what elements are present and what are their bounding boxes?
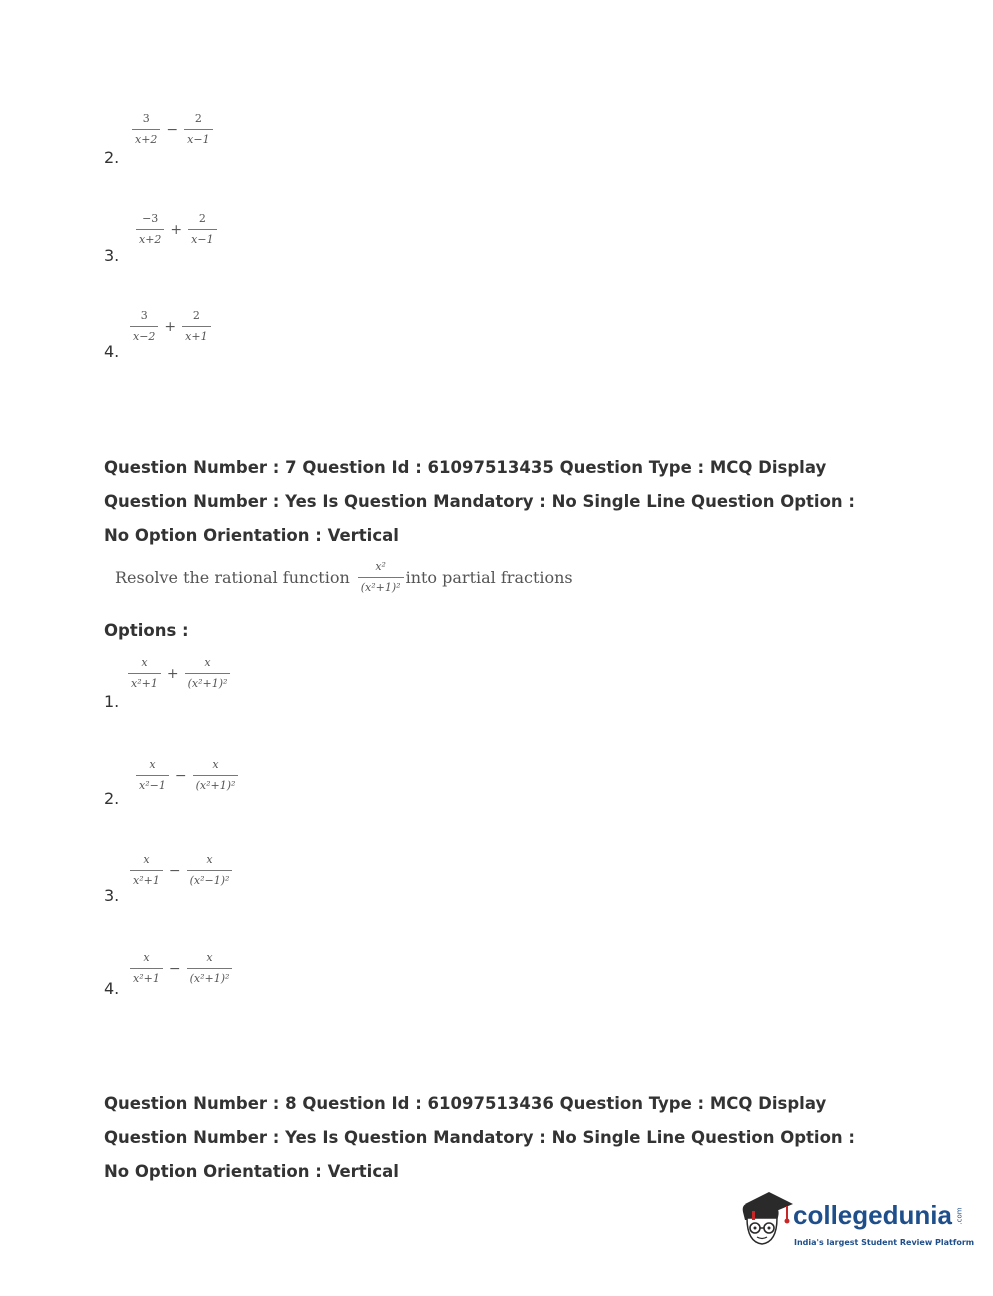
question-text-before: Resolve the rational function — [115, 568, 350, 587]
option-formula: $\frac{x}{\text{x²+1}}$ + $\frac{x}{\text{(x²+1)²}}$ — [124, 656, 234, 691]
option-formula: $\frac{-3}{x+2}$ + $\frac{2}{x-1}$ — [132, 212, 221, 247]
option-number: 2. — [104, 148, 120, 167]
question-text-after: into partial fractions — [405, 568, 573, 587]
options-label: Options : — [104, 621, 189, 640]
option-number: 2. — [104, 789, 120, 808]
logo-domain: .com — [955, 1207, 964, 1225]
option-number: 3. — [104, 886, 120, 905]
option-number: 4. — [104, 342, 120, 361]
logo-wordmark: collegedunia — [793, 1200, 952, 1230]
option-formula: $\frac{3}{x-2}$ + $\frac{2}{x+1}$ — [126, 309, 215, 344]
option-number: 3. — [104, 246, 120, 265]
question-8-header: Question Number : 8 Question Id : 61097513436 Question Type : MCQ Display Question Number : Yes Is Question Mandatory : No Single Line Question Option : No Option Orientation : Vertical — [104, 1094, 856, 1181]
option-formula: $\frac{3}{x+2}$ − $\frac{2}{x-1}$ — [128, 112, 217, 147]
option-formula: $\frac{x}{\text{x²−1}}$ − $\frac{x}{\text{(x²+1)²}}$ — [132, 758, 242, 793]
question-fraction: $\frac{\text{x²}}{\text{(x²+1)²}}$ — [358, 560, 404, 595]
option-formula: $\frac{x}{\text{x²+1}}$ − $\frac{x}{\text{(x²−1)²}}$ — [126, 853, 236, 888]
option-formula: $\frac{x}{\text{x²+1}}$ − $\frac{x}{\text{(x²+1)²}}$ — [126, 951, 236, 986]
logo-tagline: India's largest Student Review Platform — [794, 1238, 975, 1247]
collegedunia-logo[interactable] — [735, 1190, 975, 1260]
option-number: 1. — [104, 692, 120, 711]
question-7-text — [115, 560, 573, 595]
mascot-icon — [735, 1190, 795, 1260]
question-7-header: Question Number : 7 Question Id : 61097513435 Question Type : MCQ Display Question Number : Yes Is Question Mandatory : No Single Line Question Option : No Option Orientation : Vertical — [104, 458, 856, 545]
option-number: 4. — [104, 979, 120, 998]
